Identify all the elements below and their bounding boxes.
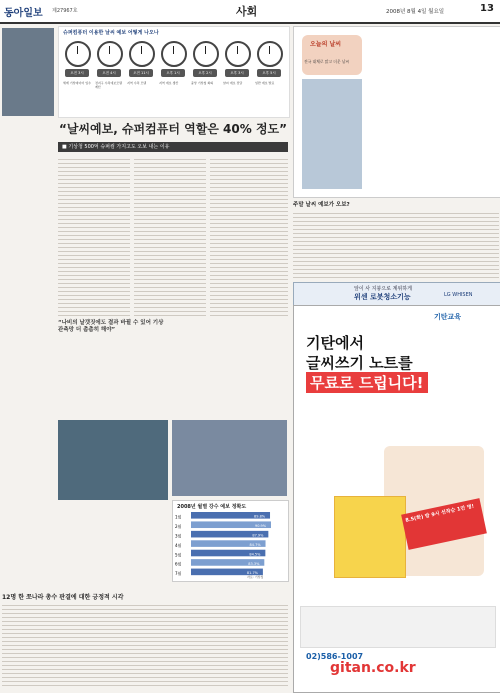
ad-workbook: [334, 496, 406, 578]
date: 2008년 8월 4일 월요일: [386, 9, 445, 15]
time-tag: 오전 11시: [129, 69, 153, 77]
chart-plot: [173, 511, 288, 579]
bar-value: 87.9%: [252, 533, 264, 538]
ad-info-table: [300, 606, 496, 648]
subhead-bar: ■ 기상청 500억 슈퍼컴 가지고도 오보 내는 이유: [58, 142, 288, 152]
ad-website[interactable]: gitan.co.kr: [330, 660, 416, 676]
clock-icon: [161, 41, 187, 67]
time-tag: 오전 4시: [97, 69, 121, 77]
page-number: 13: [480, 3, 494, 14]
bar-label: 5월: [175, 552, 182, 558]
masthead: [0, 0, 500, 24]
newspaper-logo: 동아일보: [4, 8, 43, 19]
time-tag: 오전 3시: [65, 69, 89, 77]
chart-source: 자료: 기상청: [247, 575, 264, 579]
clock-icon: [225, 41, 251, 67]
section-title: 사회: [236, 5, 258, 18]
bar-value: 84.7%: [249, 542, 261, 547]
clock-icon: [65, 41, 91, 67]
right-column-text: [293, 210, 499, 280]
right-column-title: 주말 날씨 예보가 오보?: [293, 202, 350, 208]
bar-label: 1월: [175, 514, 182, 520]
step-caption: 전지구 수치예보모델 계산: [95, 81, 123, 89]
bar-value: 81.7%: [246, 571, 259, 576]
gitan-advertisement[interactable]: [293, 305, 500, 693]
whisen-banner[interactable]: [293, 282, 500, 306]
bar-label: 4월: [175, 542, 182, 548]
clock-icon: [97, 41, 123, 67]
time-tag: 오후 1시: [161, 69, 185, 77]
bar-label: 7월: [175, 571, 182, 577]
ad-phone: 02)586-1007: [306, 652, 364, 661]
ad-brand: 기탄교육: [434, 313, 462, 321]
clock-infographic: [58, 26, 290, 118]
step-caption: 중앙 기상청 회의: [191, 81, 214, 85]
chart-title: 2008년 월별 강수 예보 정확도: [177, 504, 247, 510]
weather-sidebar: [293, 26, 500, 198]
weather-box-text: 전국 대체로 맑고 더운 날씨: [304, 59, 350, 64]
ad-line2: 글씨쓰기 노트를: [306, 354, 413, 372]
article-column-3: [210, 156, 288, 316]
ad-promo-badge: 8.5(화) 밤 9시 선착순 1만 명!: [401, 498, 487, 550]
step-caption: 날씨 예보 전달: [223, 81, 243, 85]
step-caption: 지역 수치 모델: [127, 81, 147, 85]
time-tag: 오후 2시: [193, 69, 217, 77]
supercomputer-photo: [172, 420, 287, 496]
left-column-photo: [2, 28, 54, 116]
control-room-photo: [58, 420, 168, 500]
bottom-article-text: [2, 602, 288, 688]
issue-number: 제27967호: [52, 8, 78, 14]
accuracy-chart: [172, 500, 289, 582]
main-headline: “날씨예보, 슈퍼컴퓨터 역할은 40% 정도”: [58, 122, 288, 136]
weather-map-image: [302, 79, 362, 189]
weather-text: [368, 35, 494, 190]
bar-label: 6월: [175, 561, 182, 567]
step-caption: 지역 예보 생산: [159, 81, 179, 85]
time-tag: 오후 3시: [225, 69, 249, 77]
ad-line1: 기탄에서: [306, 334, 364, 352]
quote-box: “나비의 날갯짓에도 결과 바뀔 수 있어 기상 관측망 더 촘촘히 해야”: [58, 320, 164, 333]
infographic-title: 슈퍼컴퓨터 이용한 날씨 예보 어떻게 나오나: [63, 30, 159, 36]
article-column-2: [134, 156, 206, 316]
article-column-1: [58, 156, 130, 316]
time-tag: 오후 5시: [257, 69, 281, 77]
step-caption: 세계 기상데이터 입수: [63, 81, 91, 85]
ad-body-text: [306, 406, 486, 436]
bar-value: 90.9%: [254, 524, 267, 529]
clock-icon: [193, 41, 219, 67]
bar-value: 83.3%: [248, 561, 260, 566]
bar-value: 89.8%: [254, 514, 266, 519]
bar-value: 84.5%: [249, 552, 261, 557]
banner-product: 위센 로봇청소기능: [354, 293, 411, 301]
bar-label: 3월: [175, 533, 182, 539]
banner-brand: LG WHISEN: [444, 292, 473, 298]
bar-label: 2월: [175, 524, 182, 530]
clock-icon: [257, 41, 283, 67]
clock-icon: [129, 41, 155, 67]
weather-box-title: 오늘의 날씨: [310, 41, 342, 48]
ad-line3: 무료로 드립니다!: [306, 372, 428, 393]
bottom-headline: 12명 한 쪼나라 총수 판결에 대한 긍정적 시각: [2, 594, 124, 601]
step-caption: 일반 예보 발표: [255, 81, 275, 85]
banner-line: 앞이 사 지붕으로 계위하게: [354, 286, 412, 292]
